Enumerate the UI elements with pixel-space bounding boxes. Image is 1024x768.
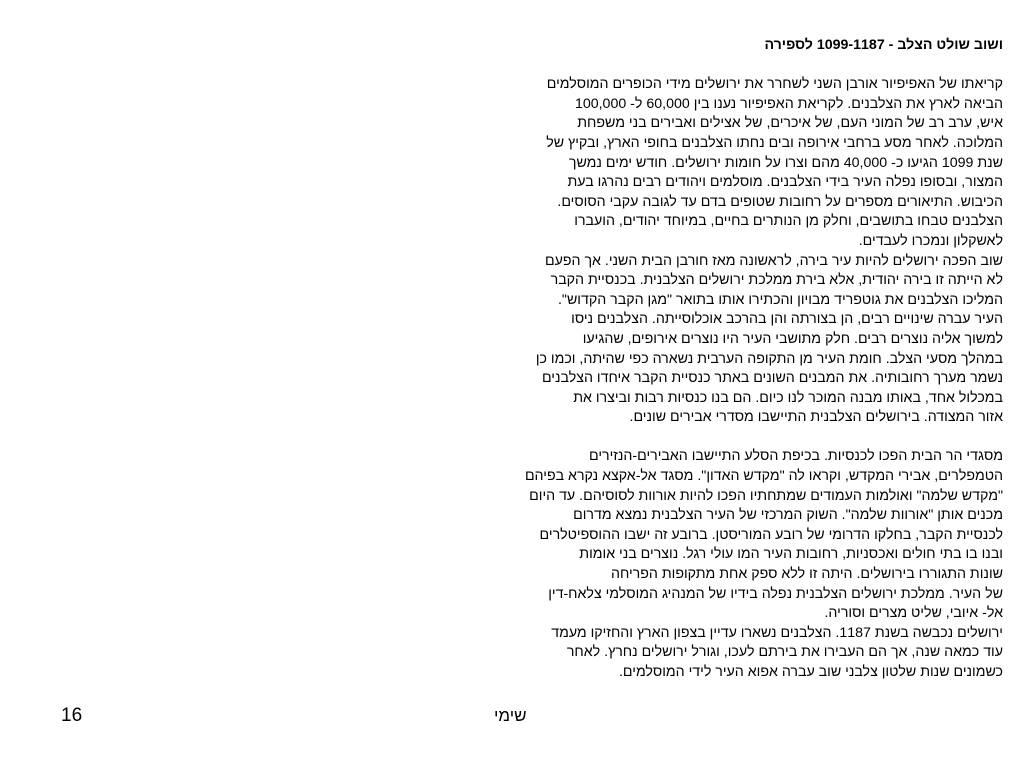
text-line: מסגדי הר הבית הפכו לכנסיות. בכיפת הסלע התיישבו האבירים-הנזירים (589, 448, 1003, 465)
paragraphs-container (443, 75, 1003, 682)
paragraph (443, 75, 1003, 428)
text-line: שונות התגוררו בירושלים. היתה זו ללא ספק אחת מתקופות הפריחה (610, 566, 1003, 583)
text-line: עוד כמאה שנה, אך הם העבירו את בירתם לעכו, וגורל ירושלים נחרץ. לאחר (566, 644, 1003, 661)
text-line: של העיר. ממלכת ירושלים הצלבנית נפלה בידיו של המנהיג המוסלמי צלאח-דין (548, 585, 1003, 602)
text-line: המצור, ובסופו נפלה העיר בידי הצלבנים. מוסלמים ויהודים רבים נהרגו בעת (567, 174, 1003, 191)
text-line: המליכו הצלבנים את גוטפריד מבויון והכתירו אותו בתואר "מגן הקבר הקדוש". (557, 291, 1003, 308)
text-line: לכנסיית הקבר, בחלקו הדרומי של רובע המוריסטן. ברובע זה ישבו ההוספיטלרים (539, 526, 1003, 543)
text-line: ובנו בו בתי חולים ואכסניות, רחובות העיר המו עולי רגל. נוצרים בני אומות (579, 546, 1003, 563)
text-line: הצלבנים טבחו בתושבים, וחלק מן הנותרים בחיים, במיוחד יהודים, הועברו (574, 213, 1003, 230)
text-line: איש, ערב רב של המוני העם, של איכרים, של אצילים ואבירים בני משפחת (577, 115, 1003, 132)
text-line: ירושלים נכבשה בשנת 1187. הצלבנים נשארו עדיין בצפון הארץ והחזיקו מעמד (551, 624, 1003, 641)
text-line: קריאתו של האפיפיור אורבן השני לשחרר את ירושלים מידי הכופרים המוסלמים (546, 76, 1003, 93)
text-line: אל- איובי, שליט מצרים וסוריה. (824, 605, 1003, 622)
text-line: כשמונים שנות שלטון צלבני שוב עברה אפוא העיר לידי המוסלמים. (618, 664, 1003, 680)
text-line: שנת 1099 הגיעו כ- 40,000 מהם וצרו על חומות ירושלים. חודש ימים נמשך (568, 154, 1003, 171)
text-line: המלוכה. לאחר מסע ברחבי אירופה ובים נחתו הצלבנים בחופי הארץ, ובקיץ של (546, 134, 1003, 151)
text-line: "מקדש שלמה" ואולמות העמודים שמתחתיו הפכו להיות אורוות לסוסיהם. עד היום (529, 487, 1003, 504)
document-title: ושוב שולט הצלב - 1099-1187 לספירה (764, 37, 1003, 53)
footer-author: שימי (494, 706, 527, 725)
text-line: במכלול אחד, באותו מבנה המוכר לנו כיום. הם בנו כנסיות רבות וביצרו את (573, 389, 1003, 406)
text-line: למשוך אליה נוצרים רבים. חלק מתושבי העיר היו נוצרים אירופים, שהגיעו (582, 330, 1003, 347)
text-line: הכיבוש. התיאורים מספרים על רחובות שטופים בדם עד לגובה עקבי הסוסים. (557, 193, 1003, 210)
page-number: 16 (61, 705, 83, 726)
document-body (443, 36, 1003, 683)
text-line: אזור המצודה. בירושלים הצלבנית התיישבו מסדרי אבירים שונים. (629, 409, 1003, 426)
text-line: הביאה לארץ את הצלבנים. לקריאת האפיפיור נענו בין 60,000 ל- 100,000 (574, 95, 1003, 112)
text-line: לא הייתה זו בירה יהודית, אלא בירת ממלכת ירושלים הצלבנית. בכנסיית הקבר (550, 272, 1003, 289)
text-line: נשמר מערך רחובותיה. את המבנים השונים באתר כנסיית הקבר איחדו הצלבנים (541, 370, 1003, 387)
paragraph (443, 447, 1003, 682)
text-line: מכנים אותן "אורוות שלמה". השוק המרכזי של העיר הצלבנית נמצא מדרום (573, 507, 1003, 524)
text-line: לאשקלון ונמכרו לעבדים. (858, 232, 1003, 249)
text-line: העיר עברה שינויים רבים, הן בצורתה והן בהרכב אוכלוסייתה. הצלבנים ניסו (571, 311, 1003, 328)
text-line: במהלך מסעי הצלב. חומת העיר מן התקופה הערבית נשארה כפי שהיתה, וכמו כן (535, 350, 1003, 367)
text-line: הטמפלרים, אבירי המקדש, וקראו לה "מקדש האדון". מסגד אל-אקצא נקרא בפיהם (524, 468, 1003, 485)
text-line: שוב הפכה ירושלים להיות עיר בירה, לראשונה מאז חורבן הבית השני. אך הפעם (545, 252, 1003, 269)
